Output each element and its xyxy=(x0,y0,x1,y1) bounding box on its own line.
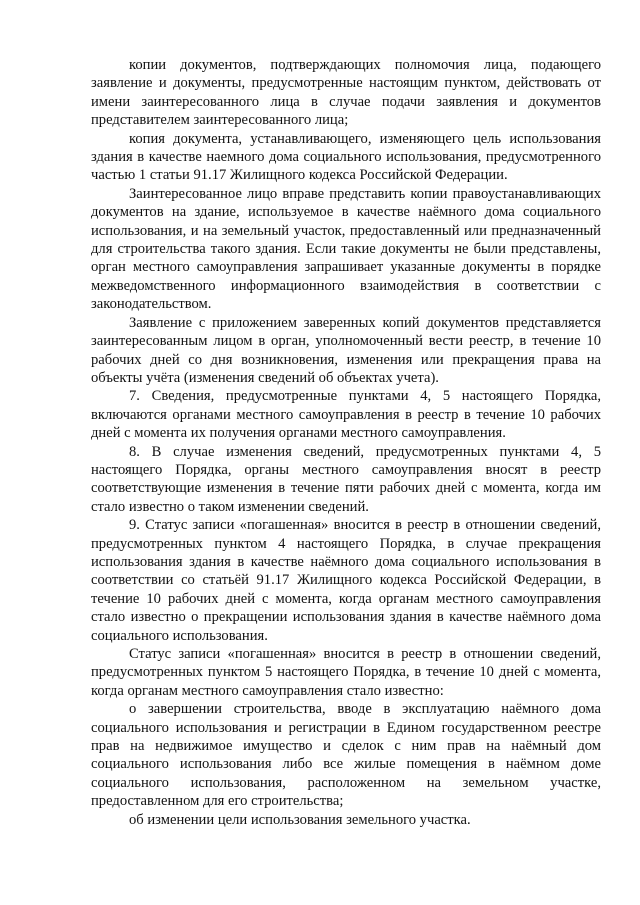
paragraph-2: копия документа, устанавливающего, изменяющего цель использования здания в качестве наемного дома социального использования, предусмотренного частью 1 статьи 91.17 Жилищного кодекса Российской Федерации. xyxy=(91,130,601,184)
paragraph-item-7: 7. Сведения, предусмотренные пунктами 4, 5 настоящего Порядка, включаются органами местного самоуправления в реестр в течение 10 рабочих дней с момента их получения органами местного самоуправления. xyxy=(91,388,601,442)
paragraph-3: Заинтересованное лицо вправе представить копии правоустанавливающих документов на здание, используемое в качестве наёмного дома социального использования, и на земельный участок, предоставленный или предназначенный для строительства такого здания. Если такие документы не были представлены, орган местного самоуправления запрашивает указанные документы в порядке межведомственного информационного взаимодействия в соответствии с законодательством. xyxy=(91,185,601,313)
paragraph-status-condition-1: о завершении строительства, вводе в эксплуатацию наёмного дома социального использования и регистрации в Едином государственном реестре прав на недвижимое имущество и сделок с ним прав на наёмный дом социального использования либо все жилые помещения в наёмном доме социального использования, расположенном на земельном участке, предоставленном для его строительства; xyxy=(91,701,601,810)
paragraph-status-intro: Статус записи «погашенная» вносится в реестр в отношении сведений, предусмотренных пунктом 5 настоящего Порядка, в течение 10 дней с момента, когда органам местного самоуправления стало известно: xyxy=(91,646,601,699)
paragraph-4: Заявление с приложением заверенных копий документов представляется заинтересованным лицом в орган, уполномоченный вести реестр, в течение 10 рабочих дней со дня возникновения, изменения или прекращения права на объекты учёта (изменения сведений об объектах учета). xyxy=(91,314,601,386)
paragraph-item-8: 8. В случае изменения сведений, предусмотренных пунктами 4, 5 настоящего Порядка, органы местного самоуправления вносят в реестр соответствующие изменения в течение пяти рабочих дней с момента, когда им стало известно о таком изменении сведений. xyxy=(91,443,601,515)
paragraph-1: копии документов, подтверждающих полномочия лица, подающего заявление и документы, предусмотренные настоящим пунктом, действовать от имени заинтересованного лица в случае подачи заявления и документов представителем заинтересованного лица; xyxy=(91,57,601,129)
paragraph-status-condition-2: об изменении цели использования земельного участка. xyxy=(129,811,471,828)
document-page xyxy=(91,56,601,829)
paragraph-item-9: 9. Статус записи «погашенная» вносится в реестр в отношении сведений, предусмотренных пунктом 4 настоящего Порядка, в случае прекращения использования здания в качестве наёмного дома социального использования в соответствии со статьёй 91.17 Жилищного кодекса Российской Федерации, в течение 10 рабочих дней с момента, когда органам местного самоуправления стало известно о прекращении использования здания в качестве наёмного дома социального использования. xyxy=(91,517,601,644)
